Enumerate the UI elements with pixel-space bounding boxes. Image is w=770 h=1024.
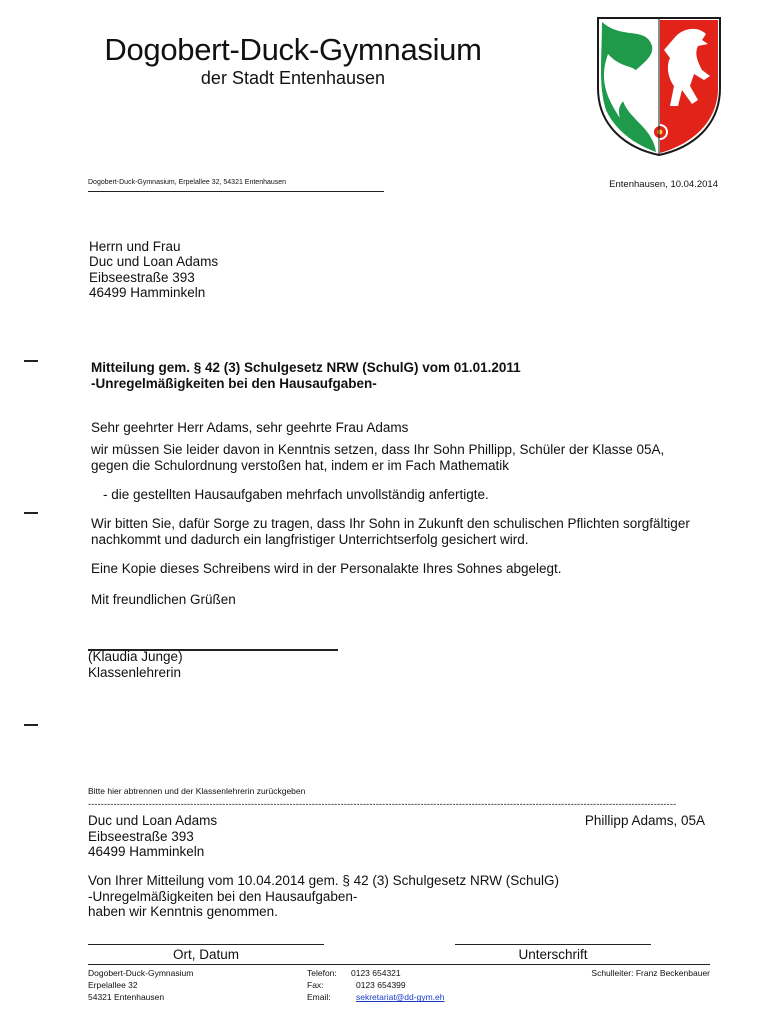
recipient-address bbox=[89, 239, 218, 301]
sender-underline bbox=[88, 191, 384, 192]
signature-underline bbox=[455, 944, 651, 945]
school-subtitle: der Stadt Entenhausen bbox=[200, 68, 386, 88]
footer-street: Erpelallee 32 bbox=[88, 980, 138, 991]
phone-number: 0123 654321 bbox=[351, 968, 401, 978]
paragraph-line: gegen die Schulordnung verstoßen hat, indem er im Fach Mathematik bbox=[91, 457, 509, 473]
paragraph-3: Eine Kopie dieses Schreibens wird in der Personalakte Ihres Sohnes abgelegt. bbox=[91, 561, 562, 576]
footer-city: 54321 Entenhausen bbox=[88, 992, 165, 1003]
fold-mark-top bbox=[24, 360, 38, 362]
slip-acknowledgement bbox=[88, 873, 559, 920]
paragraph-line: Wir bitten Sie, dafür Sorge zu tragen, dass Ihr Sohn in Zukunft den schulischen Pflichten sorgfältiger bbox=[91, 516, 690, 531]
slip-address-line: Eibseestraße 393 bbox=[88, 828, 194, 844]
recipient-line: Duc und Loan Adams bbox=[89, 254, 219, 270]
principal: Schulleiter: Franz Beckenbauer bbox=[591, 968, 710, 978]
slip-student: Phillipp Adams, 05A bbox=[584, 813, 705, 828]
fax-label: Fax: bbox=[307, 980, 324, 991]
salutation: Sehr geehrter Herr Adams, sehr geehrte Frau Adams bbox=[91, 420, 409, 435]
fold-mark-bottom bbox=[24, 724, 38, 726]
school-name: Dogobert-Duck-Gymnasium bbox=[104, 32, 482, 67]
sender-line: Dogobert-Duck-Gymnasium, Erpelallee 32, 54321 Entenhausen bbox=[88, 179, 287, 186]
slip-ack-line: -Unregelmäßigkeiten bei den Hausaufgaben- bbox=[88, 888, 358, 904]
paragraph-line: nachkommt und dadurch ein langfristiger Unterrichtserfolg gesichert wird. bbox=[91, 531, 529, 547]
slip-parent-address bbox=[88, 813, 217, 860]
nrw-coat-of-arms-icon bbox=[594, 14, 724, 158]
signer-role: Klassenlehrerin bbox=[88, 664, 182, 680]
recipient-line: Herrn und Frau bbox=[89, 239, 181, 254]
subject-line: Mitteilung gem. § 42 (3) Schulgesetz NRW (SchulG) vom 01.01.2011 bbox=[91, 360, 521, 375]
recipient-line: 46499 Hamminkeln bbox=[89, 285, 206, 301]
place-date-label: Ort, Datum bbox=[172, 947, 239, 962]
paragraph-1 bbox=[91, 442, 664, 473]
signer-name: (Klaudia Junge) bbox=[88, 649, 183, 664]
slip-ack-line: Von Ihrer Mitteilung vom 10.04.2014 gem. § 42 (3) Schulgesetz NRW (SchulG) bbox=[88, 873, 559, 888]
subject-line: -Unregelmäßigkeiten bei den Hausaufgaben- bbox=[91, 375, 377, 391]
slip-address-line: Duc und Loan Adams bbox=[88, 813, 218, 828]
fax-number: 0123 654399 bbox=[356, 980, 406, 991]
slip-instruction: Bitte hier abtrennen und der Klassenlehrerin zurückgeben bbox=[88, 786, 306, 796]
slip-address-line: 46499 Hamminkeln bbox=[88, 844, 205, 859]
footer-school-name: Dogobert-Duck-Gymnasium bbox=[88, 968, 194, 978]
cut-line: ---------------------------------------------------------------------------------------------------------------------------------------------------------------------------------------- bbox=[88, 799, 677, 809]
punch-mark bbox=[24, 512, 38, 514]
closing: Mit freundlichen Grüßen bbox=[91, 592, 236, 607]
footer-divider bbox=[88, 964, 710, 965]
footer-address bbox=[88, 967, 193, 1004]
paragraph-2 bbox=[91, 516, 690, 547]
email-link[interactable]: sekretariat@dd-gym.eh bbox=[356, 992, 445, 1003]
bullet-item: - die gestellten Hausaufgaben mehrfach unvollständig anfertigte. bbox=[103, 487, 489, 502]
email-label: Email: bbox=[307, 992, 331, 1003]
footer-contact-values bbox=[351, 967, 444, 1004]
footer-contact-labels bbox=[307, 967, 337, 1004]
phone-label: Telefon: bbox=[307, 968, 337, 978]
subject bbox=[91, 360, 521, 391]
slip-ack-line: haben wir Kenntnis genommen. bbox=[88, 904, 278, 919]
signature-label: Unterschrift bbox=[518, 947, 588, 962]
paragraph-line: wir müssen Sie leider davon in Kenntnis setzen, dass Ihr Sohn Phillipp, Schüler der Klasse 05A, bbox=[91, 442, 665, 457]
signer bbox=[88, 649, 183, 680]
recipient-line: Eibseestraße 393 bbox=[89, 269, 195, 285]
place-date-underline bbox=[88, 944, 324, 945]
place-date: Entenhausen, 10.04.2014 bbox=[609, 179, 718, 190]
